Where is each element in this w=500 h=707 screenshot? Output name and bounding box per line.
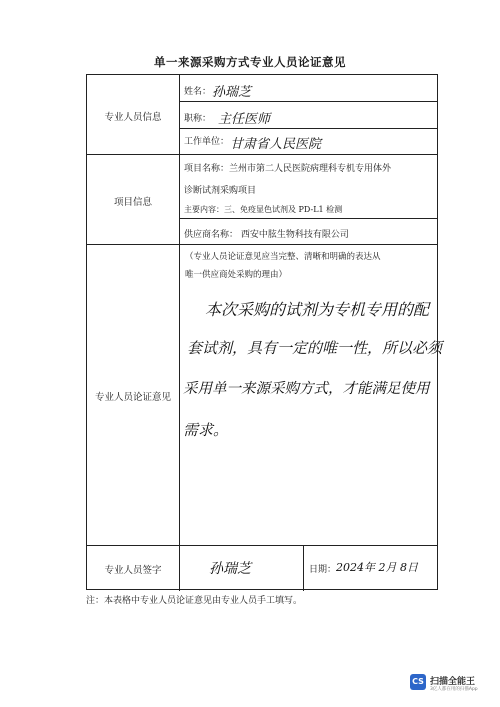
main-content: 主要内容：三、免疫显色试剂及 PD-L1 检测 <box>184 205 343 214</box>
camscanner-logo-icon: CS <box>410 674 426 690</box>
signature-divider <box>303 545 304 591</box>
field-divider <box>179 128 437 129</box>
project-info-label: 项目信息 <box>113 197 152 208</box>
opinion-instruction-line2: 唯一供应商处采购的理由） <box>185 270 288 280</box>
signature-value: 孙瑞芝 <box>209 561 251 577</box>
employer-label: 工作单位： <box>184 137 230 147</box>
opinion-instruction-line1: （专业人员论证意见应当完整、清晰和明确的表达从 <box>185 252 381 262</box>
watermark-tagline: 3亿人都在用的扫描App <box>430 687 478 692</box>
title-label: 职称： <box>184 114 212 124</box>
row-divider <box>87 244 437 245</box>
name-label: 姓名： <box>184 87 212 97</box>
project-name-line2: 诊断试剂采购项目 <box>184 186 257 196</box>
date-label: 日期： <box>309 565 337 575</box>
date-value: 2024年 2月 8日 <box>336 561 418 574</box>
field-divider <box>179 218 437 219</box>
personnel-info-label: 专业人员信息 <box>104 112 162 123</box>
opinion-label: 专业人员论证意见 <box>94 392 171 403</box>
document-title: 单一来源采购方式专业人员论证意见 <box>154 55 346 69</box>
form-table <box>86 74 443 590</box>
signature-label: 专业人员签字 <box>104 565 162 576</box>
name-value: 孙瑞芝 <box>212 85 252 100</box>
watermark-app-name: 扫描全能王 <box>430 677 476 687</box>
title-value: 主任医师 <box>218 112 271 127</box>
field-divider <box>179 101 437 102</box>
supplier-name: 供应商名称： 西安中胘生物科技有限公司 <box>184 230 349 240</box>
opinion-handwriting-line4: 需求。 <box>183 421 229 439</box>
opinion-handwriting-line1: 本次采购的试剂为专机专用的配 <box>205 300 430 319</box>
scanner-watermark <box>410 672 494 698</box>
column-divider <box>179 75 180 591</box>
opinion-handwriting-line3: 采用单一来源采购方式，才能满足使用 <box>183 381 430 397</box>
opinion-handwriting-line2: 套试剂，具有一定的唯一性，所以必须 <box>187 339 443 357</box>
employer-value: 甘肃省人民医院 <box>230 137 322 152</box>
row-divider <box>87 154 437 155</box>
row-divider <box>87 545 437 546</box>
footnote: 注：本表格中专业人员论证意见由专业人员手工填写。 <box>86 596 303 606</box>
project-name-line1: 项目名称：兰州市第二人民医院病理科专机专用体外 <box>184 164 392 174</box>
